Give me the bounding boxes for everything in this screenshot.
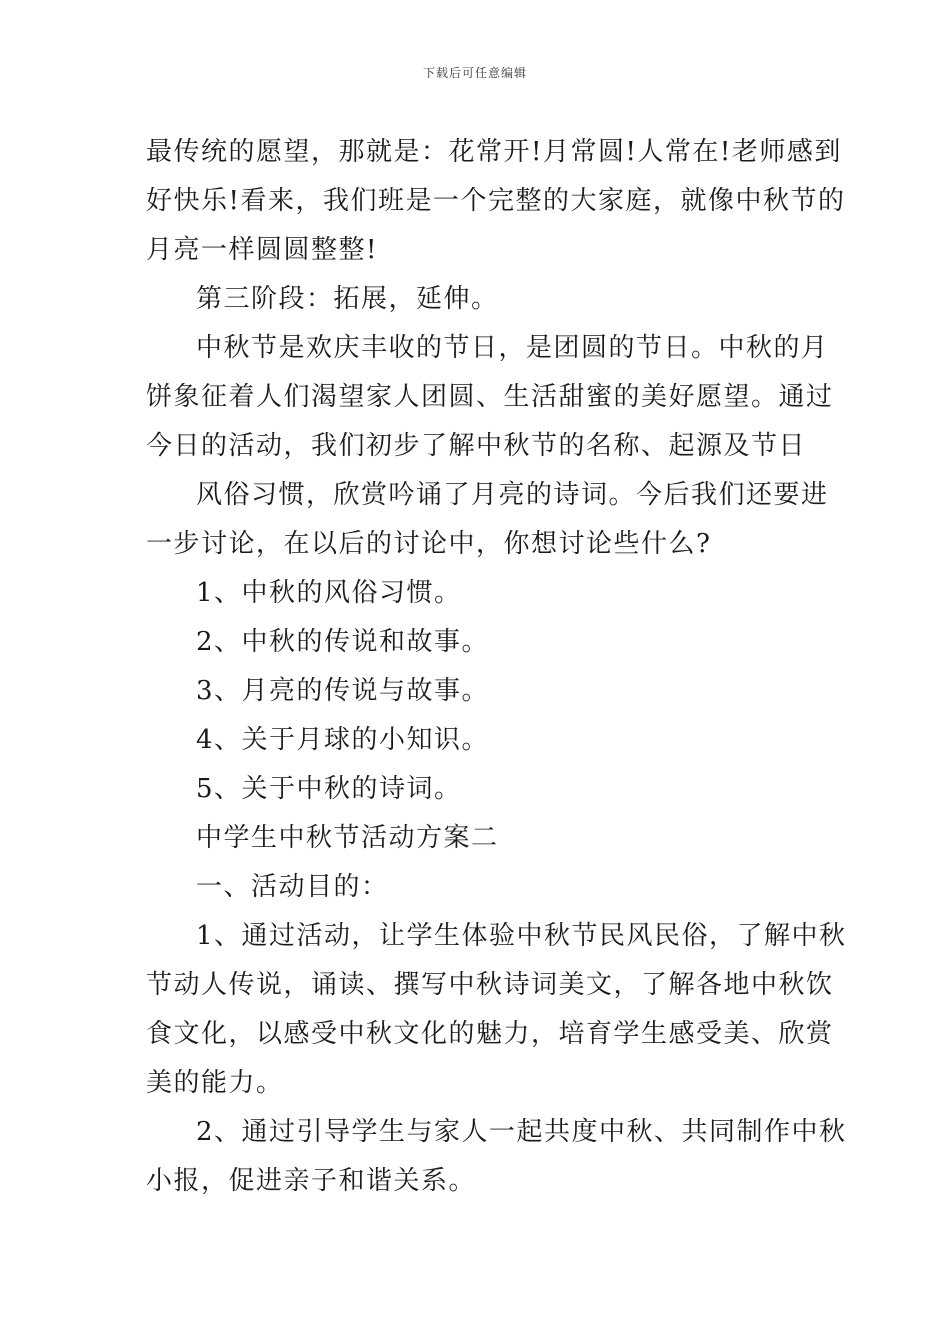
text-line: 饼象征着人们渴望家人团圆、生活甜蜜的美好愿望。通过 — [146, 382, 834, 412]
section-heading: 一、活动目的： — [196, 872, 389, 902]
text-line: 今日的活动，我们初步了解中秋节的名称、起源及节日 — [146, 431, 807, 461]
section-title: 中学生中秋节活动方案二 — [196, 823, 499, 853]
text-line: 一步讨论，在以后的讨论中，你想讨论些什么? — [146, 529, 712, 559]
text-line: 风俗习惯，欣赏吟诵了月亮的诗词。今后我们还要进 — [196, 480, 829, 510]
page-header: 下载后可任意编辑 — [422, 66, 527, 80]
text-line: 节动人传说，诵读、撰写中秋诗词美文，了解各地中秋饮 — [146, 970, 834, 1000]
text-line: 好快乐!看来，我们班是一个完整的大家庭，就像中秋节的 — [146, 186, 846, 216]
list-item: 5、关于中秋的诗词。 — [196, 774, 462, 804]
text-line: 小报，促进亲子和谐关系。 — [146, 1166, 477, 1196]
text-line: 中秋节是欢庆丰收的节日，是团圆的节日。中秋的月 — [196, 333, 829, 363]
text-line: 最传统的愿望，那就是：花常开!月常圆!人常在!老师感到 — [146, 137, 842, 167]
list-item: 2、中秋的传说和故事。 — [196, 627, 490, 657]
text-line: 美的能力。 — [146, 1068, 284, 1098]
list-item: 3、月亮的传说与故事。 — [196, 676, 490, 706]
text-line: 2、通过引导学生与家人一起共度中秋、共同制作中秋 — [196, 1117, 847, 1147]
text-line: 食文化，以感受中秋文化的魅力，培育学生感受美、欣赏 — [146, 1019, 834, 1049]
section-heading: 第三阶段：拓展，延伸。 — [196, 284, 499, 314]
document-body — [146, 128, 847, 1206]
list-item: 1、中秋的风俗习惯。 — [196, 578, 462, 608]
text-line: 月亮一样圆圆整整! — [146, 235, 378, 265]
list-item: 4、关于月球的小知识。 — [196, 725, 490, 755]
text-line: 1、通过活动，让学生体验中秋节民风民俗，了解中秋 — [196, 921, 847, 951]
